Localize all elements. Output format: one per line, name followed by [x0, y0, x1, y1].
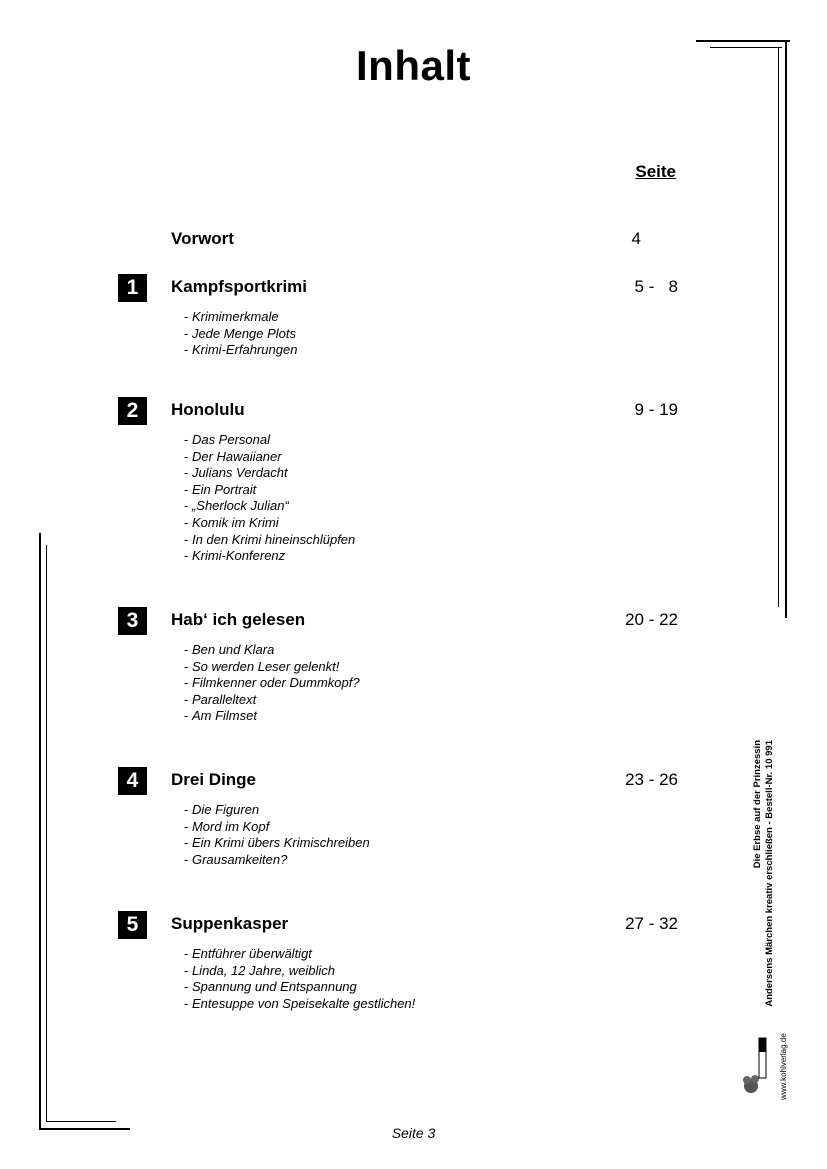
section-item: - Krimimerkmale: [184, 309, 297, 326]
frame-right-inner: [778, 47, 779, 607]
section-item: - Spannung und Entspannung: [184, 979, 415, 996]
section-title: Honolulu: [171, 400, 245, 419]
section-item: - Entführer überwältigt: [184, 946, 415, 963]
frame-left-inner: [46, 545, 47, 1122]
pages-column-header: Seite: [635, 162, 676, 181]
section-item: - Der Hawaiianer: [184, 449, 355, 466]
section-item: - So werden Leser gelenkt!: [184, 659, 360, 676]
side-imprint-title: Die Erbse auf der Prinzessin: [752, 740, 763, 869]
section-item: - Jede Menge Plots: [184, 326, 297, 343]
section-item: - Ein Portrait: [184, 482, 355, 499]
section-number-badge: 1: [118, 274, 147, 302]
section-item: - Mord im Kopf: [184, 819, 370, 836]
section-title: Kampfsportkrimi: [171, 277, 308, 296]
section-pages: 5 - 8: [634, 277, 678, 296]
section-item: - Linda, 12 Jahre, weiblich: [184, 963, 415, 980]
section-pages: 27 - 32: [625, 914, 678, 933]
toc-entry-pages: 4: [631, 229, 641, 248]
section-items: [184, 802, 370, 868]
section-number-badge: 5: [118, 911, 147, 939]
page-number-footer: Seite 3: [391, 1125, 436, 1141]
section-pages: 9 - 19: [634, 400, 678, 419]
section-item: - Die Figuren: [184, 802, 370, 819]
section-item: - Komik im Krimi: [184, 515, 355, 532]
section-pages: 20 - 22: [625, 610, 678, 629]
section-title: Drei Dinge: [171, 770, 257, 789]
section-title: Hab‘ ich gelesen: [171, 610, 306, 629]
page-title: Inhalt: [356, 42, 471, 89]
frame-right-outer: [785, 40, 787, 618]
section-item: - Paralleltext: [184, 692, 360, 709]
kohl-verlag-logo-icon: [742, 1034, 768, 1096]
section-pages: 23 - 26: [625, 770, 678, 789]
section-number-badge: 4: [118, 767, 147, 795]
section-number-badge: 2: [118, 397, 147, 425]
section-item: - In den Krimi hineinschlüpfen: [184, 532, 355, 549]
section-items: [184, 946, 415, 1012]
section-item: - „Sherlock Julian“: [184, 498, 355, 515]
section-item: - Julians Verdacht: [184, 465, 355, 482]
section-title: Suppenkasper: [171, 914, 289, 933]
section-item: - Entesuppe von Speisekalte gestlichen!: [184, 996, 415, 1013]
section-item: - Am Filmset: [184, 708, 360, 725]
side-imprint-subtitle: Andersens Märchen kreativ erschließen - Bestell-Nr. 10 991: [764, 740, 775, 1007]
section-item: - Grausamkeiten?: [184, 852, 370, 869]
publisher-url: www.kohlverlag.de: [779, 1033, 788, 1100]
section-items: [184, 642, 360, 725]
section-item: - Krimi-Konferenz: [184, 548, 355, 565]
section-item: - Ben und Klara: [184, 642, 360, 659]
section-number-badge: 3: [118, 607, 147, 635]
section-item: - Ein Krimi übers Krimischreiben: [184, 835, 370, 852]
section-items: [184, 309, 297, 359]
toc-entry-title: Vorwort: [171, 229, 234, 248]
section-items: [184, 432, 355, 565]
frame-bottom-left-inner: [46, 1121, 116, 1122]
section-item: - Krimi-Erfahrungen: [184, 342, 297, 359]
section-item: - Das Personal: [184, 432, 355, 449]
section-item: - Filmkenner oder Dummkopf?: [184, 675, 360, 692]
frame-left-outer: [39, 533, 41, 1130]
